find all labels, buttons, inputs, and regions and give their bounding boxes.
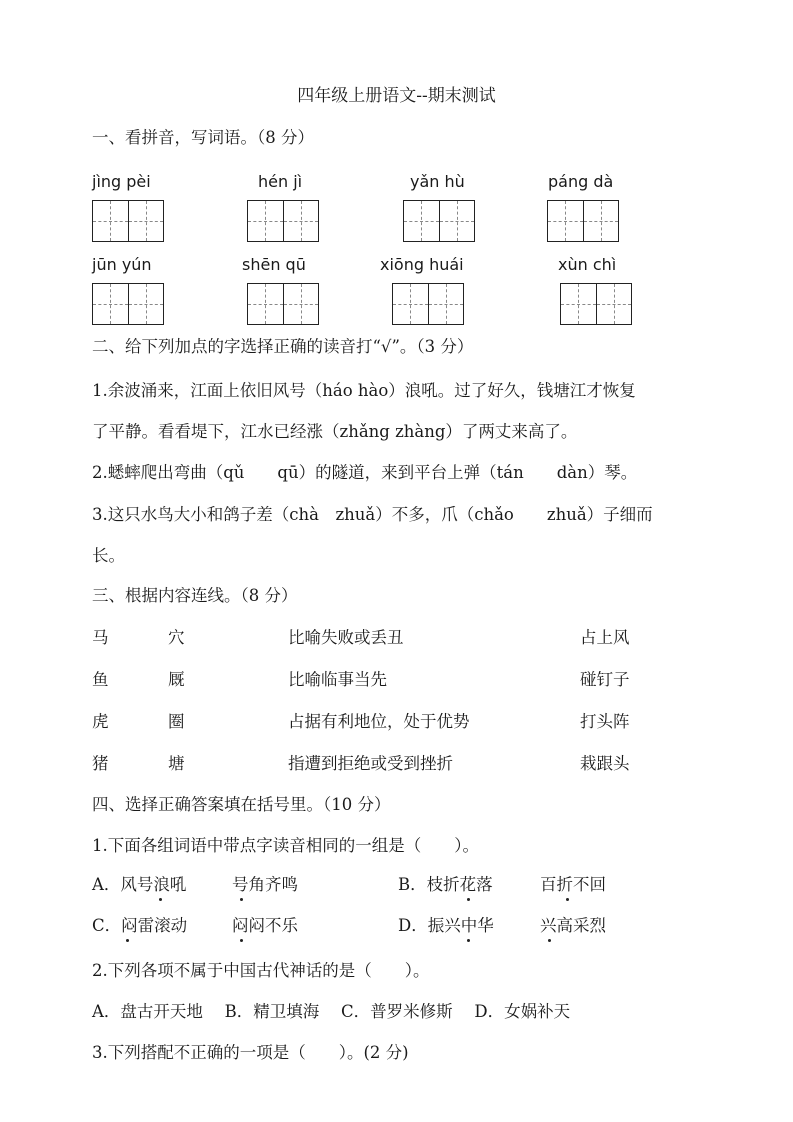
option-c: C．闷雷滚动 bbox=[92, 916, 188, 935]
writing-grid[interactable] bbox=[247, 200, 319, 242]
pinyin-label: jūn yún bbox=[92, 255, 152, 274]
match-idiom: 占上风 bbox=[580, 628, 630, 647]
emphasis-dot bbox=[467, 939, 470, 942]
option-b-word: 百折不回 bbox=[540, 875, 606, 894]
writing-grid[interactable] bbox=[547, 200, 619, 242]
pinyin-label: yǎn hù bbox=[410, 172, 465, 191]
question-line: 2.蟋蟀爬出弯曲（qǔ qū）的隧道，来到平台上弹（tán dàn）琴。 bbox=[92, 463, 638, 482]
option-a-word: 号角齐鸣 bbox=[232, 875, 298, 894]
question-line: 了平静。看看堤下，江水已经涨（zhǎng zhàng）了两丈来高了。 bbox=[92, 422, 578, 441]
section4-heading: 四、选择正确答案填在括号里。（10 分） bbox=[92, 795, 391, 814]
option-b: B．枝折花落 bbox=[398, 875, 493, 894]
emphasis-dot bbox=[240, 939, 243, 942]
emphasis-dot bbox=[159, 898, 162, 901]
section1-heading: 一、看拼音，写词语。（8 分） bbox=[92, 128, 314, 147]
match-place: 圈 bbox=[168, 712, 185, 731]
match-place: 穴 bbox=[168, 628, 185, 647]
match-idiom: 碰钉子 bbox=[580, 670, 630, 689]
match-place: 厩 bbox=[168, 670, 185, 689]
pinyin-label: xiōng huái bbox=[380, 255, 464, 274]
emphasis-dot bbox=[548, 939, 551, 942]
writing-grid[interactable] bbox=[247, 283, 319, 325]
pinyin-label: jìng pèi bbox=[92, 172, 151, 191]
emphasis-dot bbox=[566, 898, 569, 901]
match-animal: 虎 bbox=[92, 712, 109, 731]
question-options: A．盘古开天地 B．精卫填海 C．普罗米修斯 D．女娲补天 bbox=[92, 1002, 571, 1021]
option-d: D．振兴中华 bbox=[398, 916, 494, 935]
question-line: 长。 bbox=[92, 546, 125, 565]
pinyin-label: hén jì bbox=[258, 172, 303, 191]
pinyin-label: shēn qū bbox=[242, 255, 306, 274]
pinyin-label: xùn chì bbox=[558, 255, 617, 274]
question-line: 1.余波涌来，江面上依旧风号（háo hào）浪吼。过了好久，钱塘江才恢复 bbox=[92, 381, 636, 400]
match-meaning: 指遭到拒绝或受到挫折 bbox=[288, 754, 453, 773]
option-c-word: 闷闷不乐 bbox=[232, 916, 298, 935]
writing-grid[interactable] bbox=[392, 283, 464, 325]
emphasis-dot bbox=[467, 898, 470, 901]
writing-grid[interactable] bbox=[92, 283, 164, 325]
question-stem: 1.下面各组词语中带点字读音相同的一组是（ ）。 bbox=[92, 836, 479, 855]
question-stem: 2.下列各项不属于中国古代神话的是（ ）。 bbox=[92, 961, 430, 980]
match-idiom: 栽跟头 bbox=[580, 754, 630, 773]
emphasis-dot bbox=[240, 898, 243, 901]
page-title: 四年级上册语文--期末测试 bbox=[297, 86, 496, 106]
question-stem: 3.下列搭配不正确的一项是（ ）。(2 分) bbox=[92, 1043, 409, 1062]
option-a: A．风号浪吼 bbox=[92, 875, 187, 894]
writing-grid[interactable] bbox=[560, 283, 632, 325]
match-animal: 猪 bbox=[92, 754, 109, 773]
question-line: 3.这只水鸟大小和鸽子差（chà zhuǎ）不多，爪（chǎo zhuǎ）子细而 bbox=[92, 505, 653, 524]
section3-heading: 三、根据内容连线。（8 分） bbox=[92, 586, 298, 605]
match-animal: 马 bbox=[92, 628, 109, 647]
section2-heading: 二、给下列加点的字选择正确的读音打“√”。（3 分） bbox=[92, 337, 474, 356]
match-meaning: 占据有利地位，处于优势 bbox=[288, 712, 470, 731]
match-meaning: 比喻临事当先 bbox=[288, 670, 387, 689]
match-animal: 鱼 bbox=[92, 670, 109, 689]
emphasis-dot bbox=[126, 939, 129, 942]
match-place: 塘 bbox=[168, 754, 185, 773]
pinyin-label: páng dà bbox=[548, 172, 614, 191]
writing-grid[interactable] bbox=[403, 200, 475, 242]
match-meaning: 比喻失败或丢丑 bbox=[288, 628, 404, 647]
writing-grid[interactable] bbox=[92, 200, 164, 242]
match-idiom: 打头阵 bbox=[580, 712, 630, 731]
option-d-word: 兴高采烈 bbox=[540, 916, 606, 935]
